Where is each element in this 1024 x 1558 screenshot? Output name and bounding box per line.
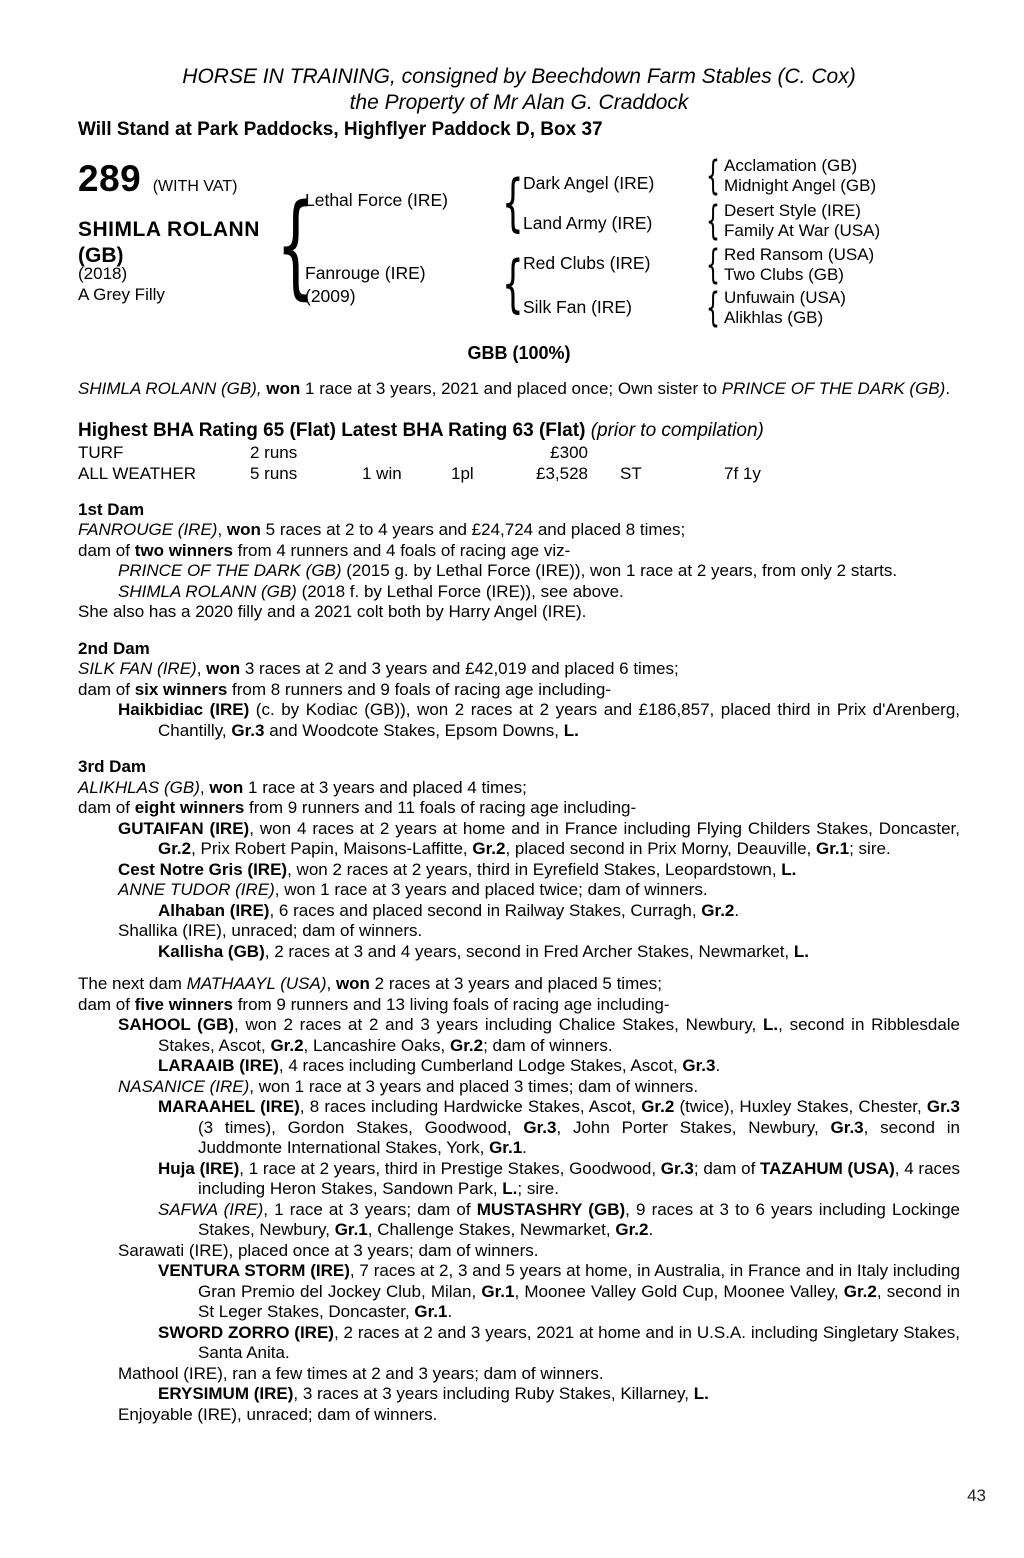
catalogue-paragraph: The next dam MATHAAYL (USA), won 2 races at 3 years and placed 5 times; (78, 974, 662, 993)
great-grandparent-5: Red Ransom (USA) (724, 245, 875, 264)
catalogue-paragraph: LARAAIB (IRE), 4 races including Cumberland Lodge Stakes, Ascot, Gr.3. (158, 1056, 721, 1075)
catalogue-paragraph: PRINCE OF THE DARK (GB) (2015 g. by Lethal Force (IRE)), won 1 race at 2 years, from only 2 starts. (118, 561, 898, 580)
section-next-dam (78, 974, 960, 1425)
catalogue-paragraph: dam of eight winners from 9 runners and 11 foals of racing age including- (78, 798, 637, 817)
wins-value (362, 442, 451, 463)
great-grandparent-1: Acclamation (GB) (724, 156, 858, 175)
great-grandparent-2: Midnight Angel (GB) (724, 176, 877, 195)
catalogue-paragraph: Huja (IRE), 1 race at 2 years, third in Prestige Stakes, Goodwood, Gr.3; dam of TAZAHUM (USA), 4 races including Heron Stakes, Sandown Park, L.; sire. (158, 1158, 960, 1198)
grandparent-dam-dam: Silk Fan (IRE) (523, 297, 632, 317)
runs-value: 2 runs (250, 442, 298, 462)
section-heading: 3rd Dam (78, 757, 147, 776)
horse-foaled-year: (2018) (78, 264, 128, 283)
catalogue-paragraph: SHIMLA ROLANN (GB) (2018 f. by Lethal Force (IRE)), see above. (118, 581, 624, 601)
catalogue-paragraph: dam of five winners from 9 runners and 13 living foals of racing age including- (78, 994, 670, 1014)
pedigree-brace-gp3 (706, 243, 720, 287)
catalogue-paragraph: Shallika (IRE), unraced; dam of winners. (118, 921, 423, 940)
catalogue-paragraph: Kallisha (GB), 2 races at 3 and 4 years, second in Fred Archer Stakes, Newmarket, L. (158, 941, 809, 961)
catalogue-paragraph: dam of six winners from 8 runners and 9 foals of racing age including- (78, 679, 611, 699)
surface-type-value: ST (620, 463, 642, 483)
lot-number: 289 (78, 158, 142, 199)
race-summary-paragraph: SHIMLA ROLANN (GB), won 1 race at 3 years, 2021 and placed once; Own sister to PRINCE OF THE DARK (GB). (78, 379, 951, 398)
pedigree-brace-sire (502, 168, 524, 238)
catalogue-paragraph: Mathool (IRE), ran a few times at 2 and 3 years; dam of winners. (118, 1363, 604, 1383)
surface-label: TURF (78, 442, 124, 462)
gbb-note: GBB (100%) (467, 343, 571, 363)
pedigree-brace-gp4 (706, 286, 720, 330)
catalogue-paragraph: ANNE TUDOR (IRE), won 1 race at 3 years and placed twice; dam of winners. (118, 880, 708, 899)
race-record-row-all-weather (78, 463, 960, 484)
pedigree-brace-gp2 (706, 199, 720, 243)
great-grandparent-8: Alikhlas (GB) (724, 308, 824, 327)
catalogue-paragraph: VENTURA STORM (IRE), 7 races at 2, 3 and 5 years at home, in Australia, in France and in Italy including Gran Premio del Jockey Club, Milan, Gr.1, Moonee Valley Gold Cup, Moonee Valley, Gr.2, second in St Leger Stakes, Doncaster, Gr.1. (158, 1261, 960, 1321)
distance-value (709, 442, 724, 463)
header-stand-line: Will Stand at Park Paddocks, Highflyer Paddock D, Box 37 (78, 119, 603, 140)
pedigree-tree (78, 150, 960, 336)
catalogue-paragraph: MARAAHEL (IRE), 8 races including Hardwicke Stakes, Ascot, Gr.2 (twice), Huxley Stakes, Chester, Gr.3 (3 times), Gordon Stakes, Goodwood, Gr.3, John Porter Stakes, Newbury, Gr.3, second in Juddmonte International Stakes, York, Gr.1. (158, 1097, 960, 1157)
catalogue-paragraph: FANROUGE (IRE), won 5 races at 2 to 4 years and £24,724 and placed 8 times; (78, 520, 686, 539)
section-heading: 2nd Dam (78, 638, 150, 658)
places-value: 1pl (451, 463, 474, 483)
earnings-value: £3,528 (536, 463, 588, 483)
section-heading: 1st Dam (78, 499, 145, 519)
catalogue-paragraph: Enjoyable (IRE), unraced; dam of winners. (118, 1404, 438, 1424)
catalogue-paragraph: GUTAIFAN (IRE), won 4 races at 2 years at home and in France including Flying Childers Stakes, Doncaster, Gr.2, Prix Robert Papin, Maisons-Laffitte, Gr.2, placed second in Prix Morny, Deauville, Gr.1; sire. (118, 818, 960, 858)
header-property-line: the Property of Mr Alan G. Craddock (349, 91, 689, 114)
catalogue-paragraph: Sarawati (IRE), placed once at 3 years; dam of winners. (118, 1240, 539, 1260)
surface-type-value (588, 442, 709, 463)
page-number: 43 (967, 1486, 986, 1505)
lot-line (78, 158, 237, 200)
pedigree-brace-dam (502, 249, 524, 319)
catalogue-paragraph: ERYSIMUM (IRE), 3 races at 3 years including Ruby Stakes, Killarney, L. (158, 1384, 709, 1403)
sire-name: Lethal Force (IRE) (305, 190, 448, 210)
section-1st-dam (78, 500, 960, 623)
grandparent-dam-sire: Red Clubs (IRE) (523, 253, 651, 273)
catalogue-paragraph: SILK FAN (IRE), won 3 races at 2 and 3 years and £42,019 and placed 6 times; (78, 659, 679, 678)
grandparent-sire-sire: Dark Angel (IRE) (523, 173, 655, 193)
ratings-block (78, 420, 960, 484)
great-grandparent-7: Unfuwain (USA) (724, 288, 846, 307)
horse-name-line1: SHIMLA ROLANN (78, 218, 260, 241)
great-grandparent-6: Two Clubs (GB) (724, 265, 844, 284)
grandparent-sire-dam: Land Army (IRE) (523, 213, 653, 233)
great-grandparent-3: Desert Style (IRE) (724, 201, 861, 220)
pedigree-brace-gp1 (706, 154, 720, 198)
distance-value: 7f 1y (724, 463, 761, 483)
catalogue-paragraph: Cest Notre Gris (IRE), won 2 races at 2 years, third in Eyrefield Stakes, Leopardstown, L. (118, 859, 797, 879)
catalogue-paragraph: SAFWA (IRE), 1 race at 3 years; dam of MUSTASHRY (GB), 9 races at 3 to 6 years including Lockinge Stakes, Newbury, Gr.1, Challenge Stakes, Newmarket, Gr.2. (158, 1199, 960, 1239)
race-record-row-turf (78, 442, 960, 463)
great-grandparent-4: Family At War (USA) (724, 221, 881, 240)
section-2nd-dam (78, 639, 960, 742)
surface-label: ALL WEATHER (78, 463, 197, 483)
catalogue-paragraph: SAHOOL (GB), won 2 races at 2 and 3 years including Chalice Stakes, Newbury, L., second in Ribblesdale Stakes, Ascot, Gr.2, Lancashire Oaks, Gr.2; dam of winners. (118, 1015, 961, 1055)
section-3rd-dam (78, 757, 960, 962)
ratings-heading: Highest BHA Rating 65 (Flat) Latest BHA Rating 63 (Flat) (prior to compilation) (78, 419, 764, 441)
header-consignor-line: HORSE IN TRAINING, consigned by Beechdown Farm Stables (C. Cox) (182, 65, 856, 88)
wins-value: 1 win (362, 463, 402, 483)
places-value (451, 442, 516, 463)
runs-value: 5 runs (250, 463, 298, 483)
catalogue-paragraph: She also has a 2020 filly and a 2021 colt both by Harry Angel (IRE). (78, 602, 587, 621)
horse-description: A Grey Filly (78, 285, 165, 304)
earnings-value: £300 (550, 442, 588, 462)
vat-note: (WITH VAT) (152, 178, 238, 195)
horse-name-line2: (GB) (78, 244, 124, 267)
dam-year: (2009) (305, 286, 356, 306)
catalogue-paragraph: SWORD ZORRO (IRE), 2 races at 2 and 3 years, 2021 at home and in U.S.A. including Singletary Stakes, Santa Anita. (158, 1322, 960, 1362)
dam-name: Fanrouge (IRE) (305, 263, 426, 283)
catalogue-paragraph: dam of two winners from 4 runners and 4 foals of racing age viz- (78, 540, 571, 560)
catalogue-paragraph: ALIKHLAS (GB), won 1 race at 3 years and placed 4 times; (78, 777, 527, 797)
catalogue-paragraph: Alhaban (IRE), 6 races and placed second in Railway Stakes, Curragh, Gr.2. (158, 900, 740, 920)
catalogue-paragraph: Haikbidiac (IRE) (c. by Kodiac (GB)), won 2 races at 2 years and £186,857, placed third in Prix d'Arenberg, Chantilly, Gr.3 and Woodcote Stakes, Epsom Downs, L. (118, 700, 960, 740)
catalogue-paragraph: NASANICE (IRE), won 1 race at 3 years and placed 3 times; dam of winners. (118, 1076, 699, 1096)
